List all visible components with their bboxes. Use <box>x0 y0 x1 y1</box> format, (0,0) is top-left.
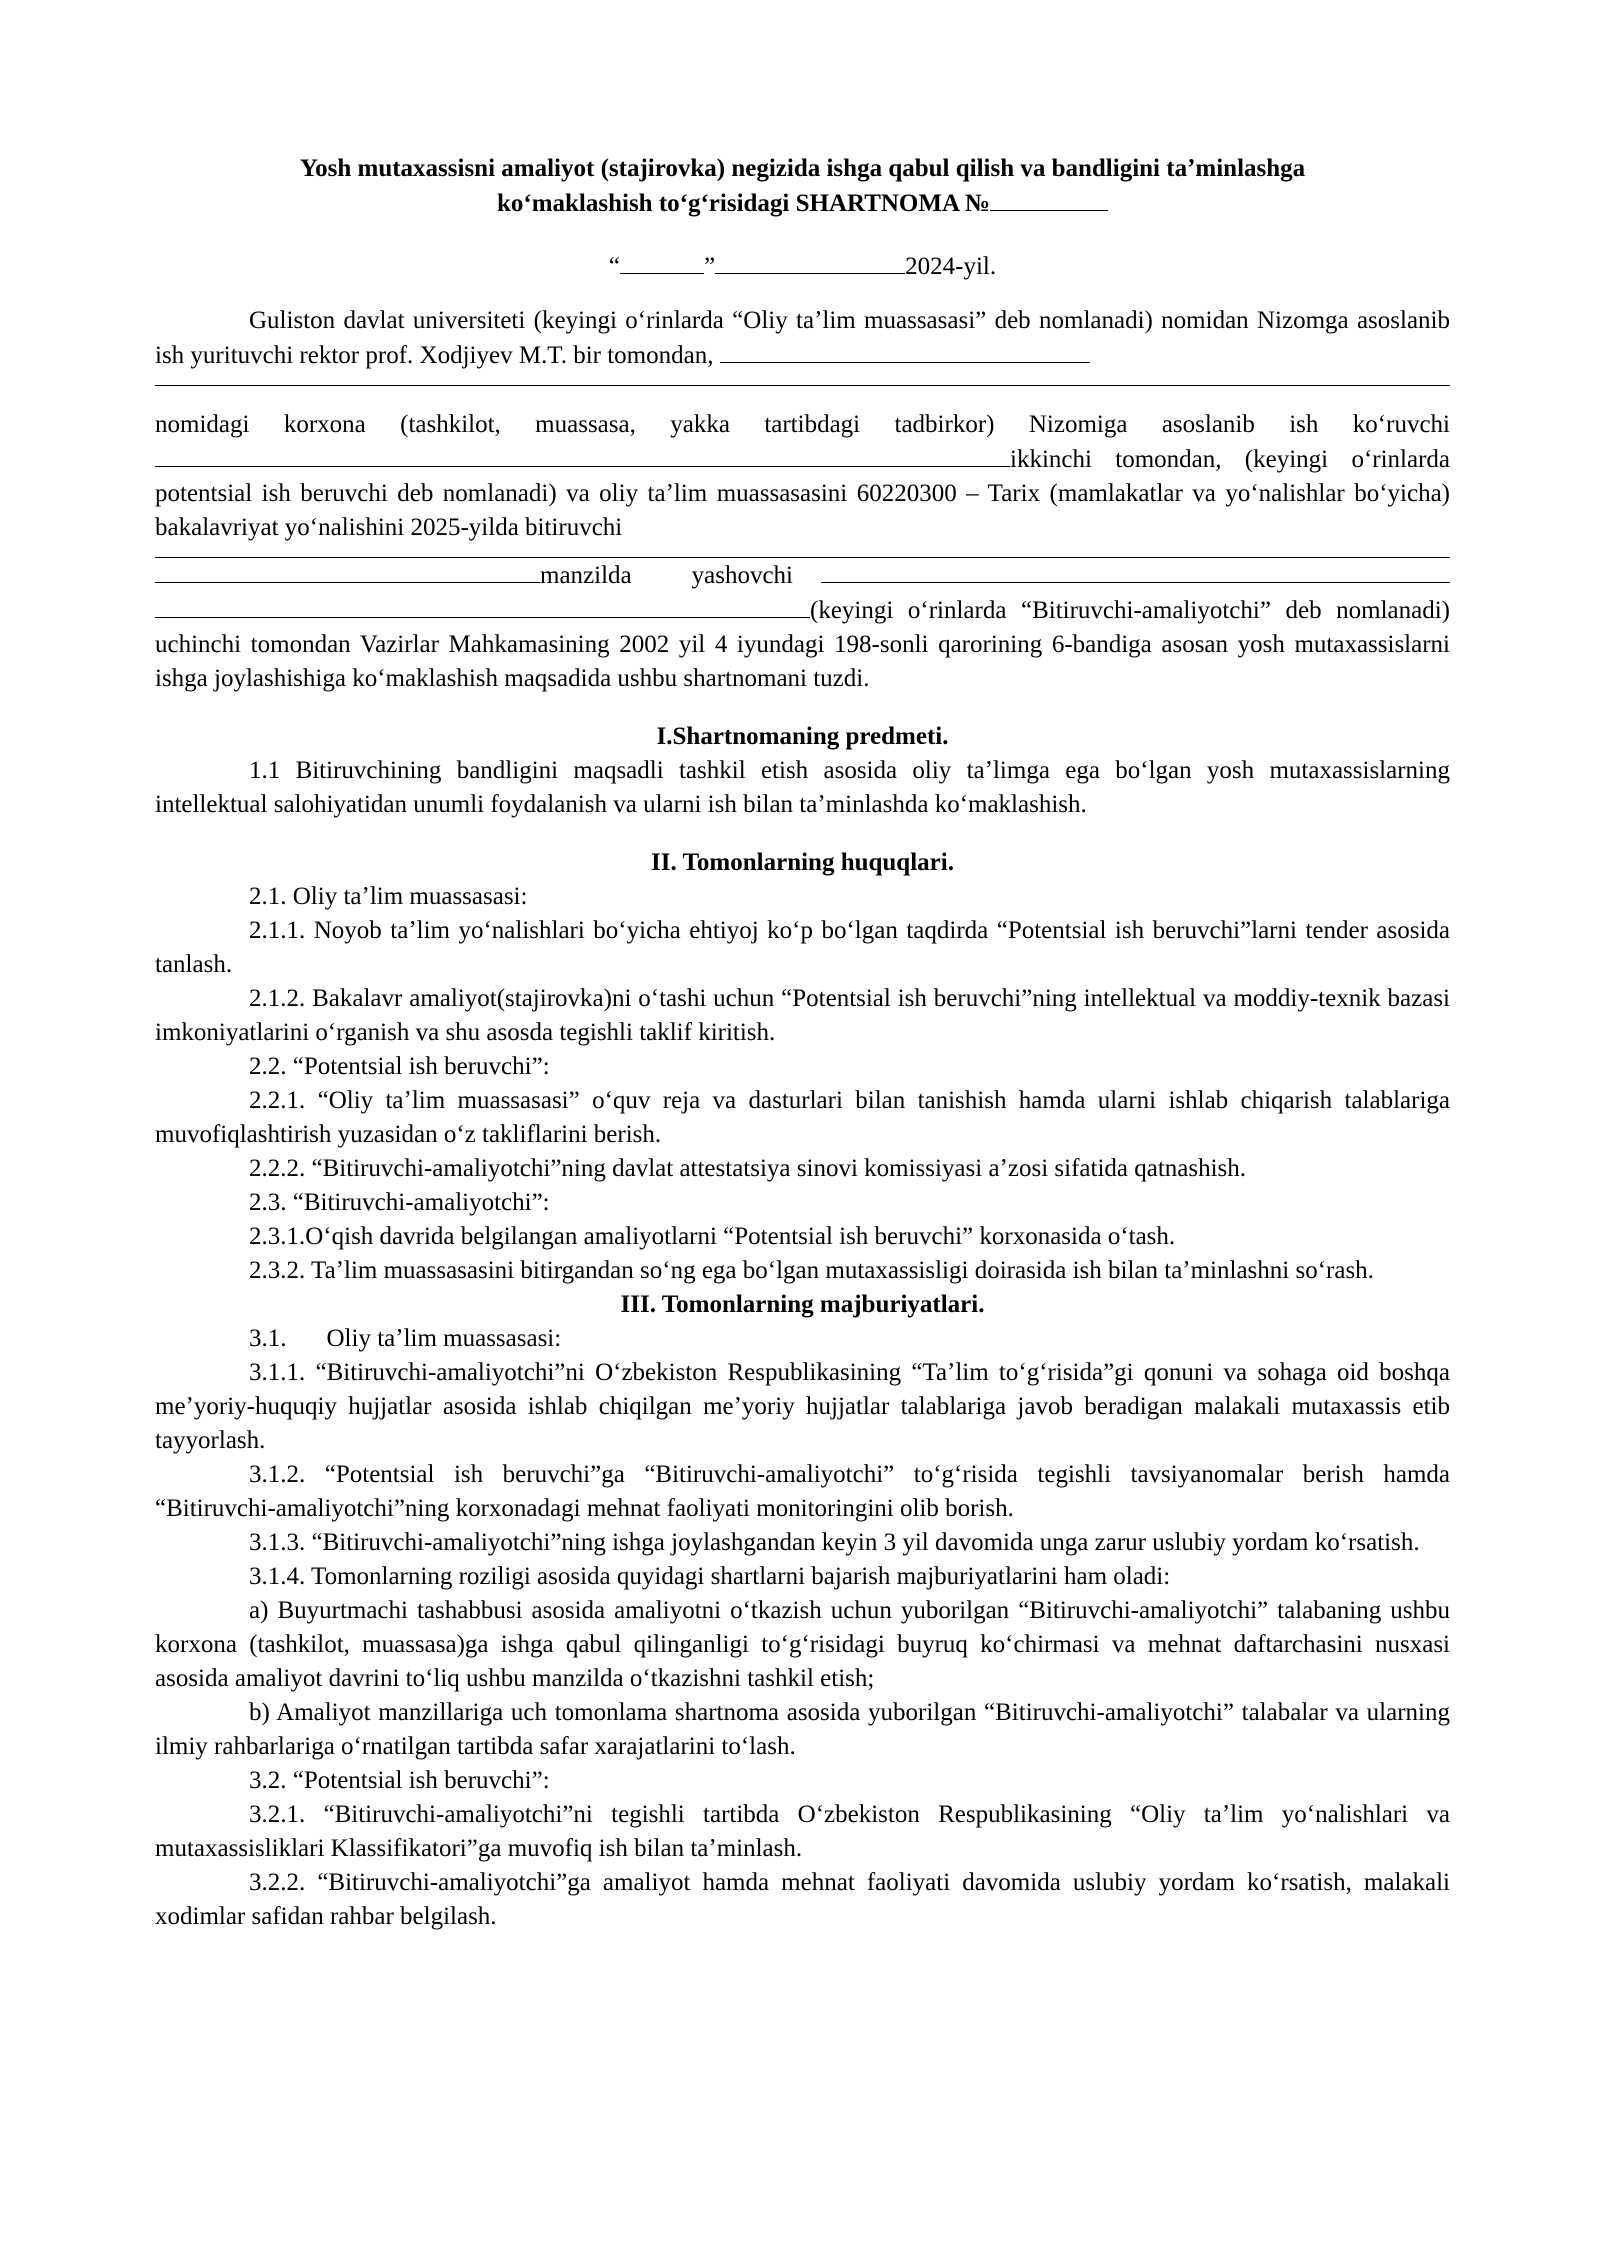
section-1-heading: I.Shartnomaning predmeti. <box>656 723 949 750</box>
contract-number-blank <box>990 186 1108 211</box>
day-blank <box>620 249 704 274</box>
clause-3-1-3: 3.1.3. “Bitiruvchi-amaliyotchi”ning ishga joylashgandan keyin 3 yil davomida unga zarur uslubiy yordam koʻrsatish. <box>249 1529 1420 1556</box>
manzilda-label: manzilda <box>540 562 632 589</box>
intro-text-2a: nomidagi korxona (tashkilot, muassasa, yakka tartibdagi tadbirkor) Nizomiga asoslanib ish koʻruvchi <box>155 411 1450 438</box>
clause-3-2-2: 3.2.2. “Bitiruvchi-amaliyotchi”ga amaliyot hamda mehnat faoliyati davomida uslubiy yordam koʻrsatish, malakali xodimlar safidan rahbar belgilash. <box>155 1869 1450 1930</box>
clause-3-1-text: Oliy taʼlim muassasasi: <box>326 1325 562 1352</box>
month-blank <box>715 249 905 274</box>
clause-2-3: 2.3. “Bitiruvchi-amaliyotchi”: <box>249 1189 550 1216</box>
clause-2-1-1: 2.1.1. Noyob taʼlim yoʻnalishlari boʻyicha ehtiyoj koʻp boʻlgan taqdirda “Potentsial ish beruvchi”larni tender asosida tanlash. <box>155 917 1450 978</box>
clause-3-1-number: 3.1. <box>249 1325 287 1352</box>
address-blank <box>821 558 1450 583</box>
intro-paragraph-2 <box>155 408 1450 545</box>
intro-paragraph-1 <box>155 304 1450 373</box>
clause-1-1: 1.1 Bitiruvchining bandligini maqsadli tashkil etish asosida oliy taʼlimga ega boʻlgan yosh mutaxassislarning intellektual salohiyatidan unumli foydalanish va ularni ish bilan taʼminlashda koʻmaklashish. <box>155 757 1450 818</box>
clause-3-2: 3.2. “Potentsial ish beruvchi”: <box>249 1767 550 1794</box>
contract-title-line-1: Yosh mutaxassisni amaliyot (stajirovka) negizida ishga qabul qilish va bandligini taʼminlashga <box>299 155 1306 182</box>
address-row <box>155 558 1450 593</box>
clause-3-1-4-b: b) Amaliyot manzillariga uch tomonlama shartnoma asosida yuborilgan “Bitiruvchi-amaliyotchi” talabalar va ularning ilmiy rahbarlariga oʻrnatilgan tartibda safar xarajatlarini toʻlash. <box>155 1699 1450 1760</box>
yashovchi-label: yashovchi <box>691 562 794 589</box>
graduate-name-blank <box>155 545 1450 558</box>
clause-3-1-1: 3.1.1. “Bitiruvchi-amaliyotchi”ni Oʻzbekiston Respublikasining “Taʼlim toʻgʻrisida”gi qonuni va sohaga oid boshqa meʼyoriy-huquqiy hujjatlar asosida ishlab chiqilgan meʼyoriy hujjatlar talablariga javob beradigan malakali mutaxassis etib tayyorlash. <box>155 1359 1450 1454</box>
contract-title-text: koʻmaklashish toʻgʻrisidagi SHARTNOMA № <box>496 190 991 217</box>
address-blank-2 <box>155 593 810 618</box>
clause-2-2: 2.2. “Potentsial ish beruvchi”: <box>249 1053 550 1080</box>
clause-3-2-1: 3.2.1. “Bitiruvchi-amaliyotchi”ni tegishli tartibda Oʻzbekiston Respublikasining “Oliy taʼlim yoʻnalishlari va mutaxassisliklari Klassifikatori”ga muvofiq ish bilan taʼminlash. <box>155 1801 1450 1862</box>
intro-text-2b: ikkinchi tomondan, (keyingi oʻrinlarda potentsial ish beruvchi deb nomlanadi) va oliy taʼlim muassasasini 60220300 – Tarix (mamlakatlar va yoʻnalishlar boʻyicha) bakalavriyat yoʻnalishini 2025-yilda bitiruvchi <box>155 446 1450 541</box>
date-close-quote: ” <box>704 253 716 280</box>
graduate-blank-2 <box>155 558 540 583</box>
clause-3-1-2: 3.1.2. “Potentsial ish beruvchi”ga “Bitiruvchi-amaliyotchi” toʻgʻrisida tegishli tavsiyanomalar berish hamda “Bitiruvchi-amaliyotchi”ning korxonadagi mehnat faoliyati monitoringini olib borish. <box>155 1461 1450 1522</box>
section-3-heading: III. Tomonlarning majburiyatlari. <box>620 1291 985 1318</box>
clause-2-1-2: 2.1.2. Bakalavr amaliyot(stajirovka)ni oʻtashi uchun “Potentsial ish beruvchi”ning intellektual va moddiy-texnik bazasi imkoniyatlarini oʻrganish va shu asosda tegishli taklif kiritish. <box>155 985 1450 1046</box>
clause-3-1 <box>155 1322 1450 1356</box>
intro-text-3: (keyingi oʻrinlarda “Bitiruvchi-amaliyotchi” deb nomlanadi) uchinchi tomondan Vazirlar Mahkamasining 2002 yil 4 iyundagi 198-sonli qarorining 6-bandiga asosan yosh mutaxassislarni ishga joylashishiga koʻmaklashish maqsadida ushbu shartnomani tuzdi. <box>155 597 1450 692</box>
clause-2-3-2: 2.3.2. Taʼlim muassasasini bitirgandan soʻng ega boʻlgan mutaxassisligi doirasida ish bilan taʼminlashni soʻrash. <box>249 1257 1374 1284</box>
intro-text-1: Guliston davlat universiteti (keyingi oʻrinlarda “Oliy taʼlim muassasasi” deb nomlanadi) nomidan Nizomga asoslanib ish yurituvchi rektor prof. Xodjiyev M.T. bir tomondan, <box>155 307 1450 369</box>
document-body <box>155 152 1450 1934</box>
date-year: 2024-yil. <box>905 253 997 280</box>
clause-3-1-4-a: a) Buyurtmachi tashabbusi asosida amaliyotni oʻtkazish uchun yuborilgan “Bitiruvchi-amaliyotchi” talabaning ushbu korxona (tashkilot, muassasa)ga ishga qabul qilinganligi toʻgʻrisidagi buyruq koʻchirmasi va mehnat daftarchasini nusxasi asosida amaliyot davrini toʻliq ushbu manzilda oʻtkazishni tashkil etish; <box>155 1597 1450 1692</box>
clause-2-1: 2.1. Oliy taʼlim muassasasi: <box>249 883 528 910</box>
director-name-blank <box>155 442 1010 467</box>
clause-2-2-1: 2.2.1. “Oliy taʼlim muassasasi” oʻquv reja va dasturlari bilan tanishish hamda ularni ishlab chiqarish talablariga muvofiqlashtirish yuzasidan oʻz takliflarini berish. <box>155 1087 1450 1148</box>
clause-3-1-4: 3.1.4. Tomonlarning roziligi asosida quyidagi shartlarni bajarish majburiyatlarini ham oladi: <box>249 1563 1171 1590</box>
clause-2-2-2: 2.2.2. “Bitiruvchi-amaliyotchi”ning davlat attestatsiya sinovi komissiyasi aʼzosi sifatida qatnashish. <box>249 1155 1247 1182</box>
date-open-quote: “ <box>608 253 621 280</box>
intro-paragraph-3 <box>155 593 1450 696</box>
contract-title-line-2 <box>155 186 1450 221</box>
clause-2-3-1: 2.3.1.Oʻqish davrida belgilangan amaliyotlarni “Potentsial ish beruvchi” korxonasida oʻtash. <box>249 1223 1176 1250</box>
employer-name-blank <box>720 338 1090 363</box>
blank-line-full <box>155 373 1450 386</box>
section-2-heading: II. Tomonlarning huquqlari. <box>651 849 954 876</box>
date-line <box>155 249 1450 284</box>
